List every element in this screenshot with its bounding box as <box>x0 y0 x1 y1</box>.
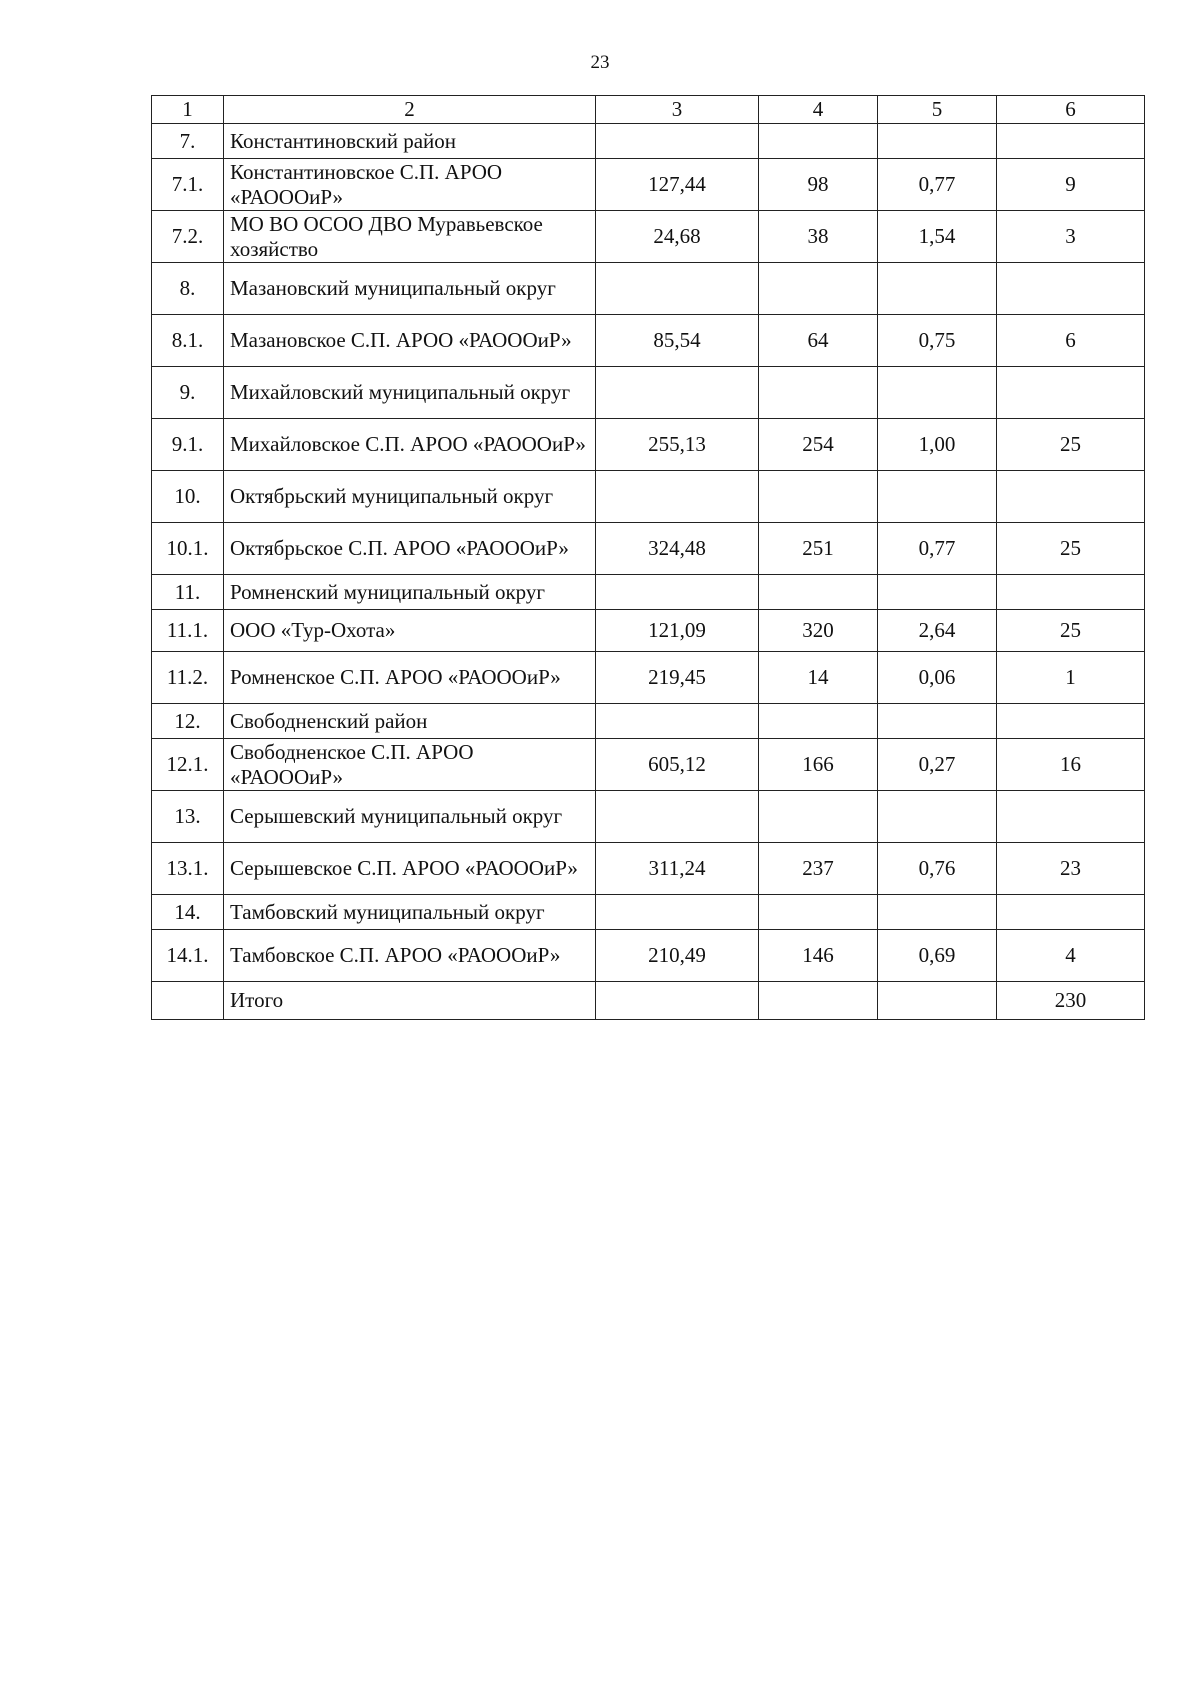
total-value: 230 <box>997 982 1145 1020</box>
cell-col5: 0,77 <box>878 523 997 575</box>
page-number: 23 <box>590 52 610 73</box>
cell-col6 <box>997 895 1145 930</box>
row-name: Тамбовское С.П. АРОО «РАОООиР» <box>224 930 596 982</box>
table-row <box>152 895 1145 930</box>
cell-col5: 2,64 <box>878 610 997 652</box>
table-body <box>152 96 1145 1020</box>
cell-col3: 24,68 <box>596 211 759 263</box>
cell-col5: 0,77 <box>878 159 997 211</box>
cell-col3: 127,44 <box>596 159 759 211</box>
cell-col5: 0,76 <box>878 843 997 895</box>
cell-col4 <box>759 263 878 315</box>
cell-col4 <box>759 471 878 523</box>
cell-col6 <box>997 263 1145 315</box>
cell-col6 <box>997 791 1145 843</box>
cell-col3 <box>596 124 759 159</box>
cell-col5 <box>878 575 997 610</box>
row-name: Ромненский муниципальный округ <box>224 575 596 610</box>
row-name: Мазановское С.П. АРОО «РАОООиР» <box>224 315 596 367</box>
column-header: 3 <box>596 96 759 124</box>
total-number-cell <box>152 982 224 1020</box>
row-name: Серышевское С.П. АРОО «РАОООиР» <box>224 843 596 895</box>
cell-col4: 14 <box>759 652 878 704</box>
cell-col5: 1,00 <box>878 419 997 471</box>
row-name: Константиновский район <box>224 124 596 159</box>
cell-col3 <box>596 895 759 930</box>
cell-col3: 311,24 <box>596 843 759 895</box>
cell-col5 <box>878 895 997 930</box>
table-row <box>152 930 1145 982</box>
table-row <box>152 575 1145 610</box>
table-row <box>152 652 1145 704</box>
cell-col6: 4 <box>997 930 1145 982</box>
cell-col3: 219,45 <box>596 652 759 704</box>
row-name: Константиновское С.П. АРОО «РАОООиР» <box>224 159 596 211</box>
row-number: 12. <box>152 704 224 739</box>
total-col4 <box>759 982 878 1020</box>
row-name: Тамбовский муниципальный округ <box>224 895 596 930</box>
cell-col5 <box>878 471 997 523</box>
row-number: 8.1. <box>152 315 224 367</box>
cell-col3: 121,09 <box>596 610 759 652</box>
total-col5 <box>878 982 997 1020</box>
cell-col3: 210,49 <box>596 930 759 982</box>
row-name: Ромненское С.П. АРОО «РАОООиР» <box>224 652 596 704</box>
row-number: 13. <box>152 791 224 843</box>
cell-col3: 255,13 <box>596 419 759 471</box>
cell-col4 <box>759 791 878 843</box>
cell-col5 <box>878 263 997 315</box>
cell-col4: 64 <box>759 315 878 367</box>
cell-col5 <box>878 367 997 419</box>
table-row <box>152 843 1145 895</box>
cell-col6: 1 <box>997 652 1145 704</box>
cell-col6 <box>997 124 1145 159</box>
cell-col6: 25 <box>997 419 1145 471</box>
cell-col6: 16 <box>997 739 1145 791</box>
cell-col4 <box>759 704 878 739</box>
cell-col3: 605,12 <box>596 739 759 791</box>
cell-col4: 146 <box>759 930 878 982</box>
row-name: Серышевский муниципальный округ <box>224 791 596 843</box>
cell-col5: 0,06 <box>878 652 997 704</box>
row-name: Михайловский муниципальный округ <box>224 367 596 419</box>
table-row <box>152 159 1145 211</box>
row-number: 11.1. <box>152 610 224 652</box>
row-number: 10. <box>152 471 224 523</box>
cell-col4 <box>759 895 878 930</box>
column-header: 4 <box>759 96 878 124</box>
cell-col4 <box>759 367 878 419</box>
cell-col6: 23 <box>997 843 1145 895</box>
cell-col4: 251 <box>759 523 878 575</box>
data-table <box>151 95 1145 1020</box>
cell-col4: 254 <box>759 419 878 471</box>
table-row <box>152 124 1145 159</box>
row-name: Свободненское С.П. АРОО «РАОООиР» <box>224 739 596 791</box>
cell-col5 <box>878 791 997 843</box>
cell-col6: 6 <box>997 315 1145 367</box>
cell-col3 <box>596 704 759 739</box>
cell-col6: 3 <box>997 211 1145 263</box>
table-header-row <box>152 96 1145 124</box>
cell-col6: 25 <box>997 523 1145 575</box>
row-number: 14.1. <box>152 930 224 982</box>
row-name: ООО «Тур-Охота» <box>224 610 596 652</box>
row-name: МО ВО ОСОО ДВО Муравьевское хозяйство <box>224 211 596 263</box>
cell-col3: 324,48 <box>596 523 759 575</box>
cell-col5 <box>878 704 997 739</box>
cell-col6: 9 <box>997 159 1145 211</box>
cell-col5 <box>878 124 997 159</box>
row-name: Октябрьское С.П. АРОО «РАОООиР» <box>224 523 596 575</box>
cell-col4 <box>759 124 878 159</box>
column-header: 6 <box>997 96 1145 124</box>
row-number: 9.1. <box>152 419 224 471</box>
row-number: 8. <box>152 263 224 315</box>
row-number: 7.1. <box>152 159 224 211</box>
column-header: 1 <box>152 96 224 124</box>
row-number: 9. <box>152 367 224 419</box>
row-number: 11. <box>152 575 224 610</box>
table-row <box>152 791 1145 843</box>
row-number: 12.1. <box>152 739 224 791</box>
row-number: 7. <box>152 124 224 159</box>
cell-col3 <box>596 471 759 523</box>
cell-col3 <box>596 263 759 315</box>
cell-col6 <box>997 575 1145 610</box>
table-row <box>152 610 1145 652</box>
row-number: 14. <box>152 895 224 930</box>
cell-col5: 0,69 <box>878 930 997 982</box>
table-row <box>152 739 1145 791</box>
cell-col6 <box>997 367 1145 419</box>
table-row <box>152 523 1145 575</box>
table-row <box>152 419 1145 471</box>
cell-col5: 1,54 <box>878 211 997 263</box>
table-row <box>152 367 1145 419</box>
column-header: 2 <box>224 96 596 124</box>
table-row <box>152 704 1145 739</box>
cell-col4: 237 <box>759 843 878 895</box>
total-col3 <box>596 982 759 1020</box>
total-row <box>152 982 1145 1020</box>
table-row <box>152 211 1145 263</box>
cell-col6: 25 <box>997 610 1145 652</box>
total-label: Итого <box>224 982 596 1020</box>
column-header: 5 <box>878 96 997 124</box>
row-name: Мазановский муниципальный округ <box>224 263 596 315</box>
cell-col5: 0,27 <box>878 739 997 791</box>
cell-col3 <box>596 367 759 419</box>
cell-col4: 98 <box>759 159 878 211</box>
row-name: Михайловское С.П. АРОО «РАОООиР» <box>224 419 596 471</box>
table-row <box>152 315 1145 367</box>
cell-col6 <box>997 471 1145 523</box>
cell-col3: 85,54 <box>596 315 759 367</box>
row-number: 13.1. <box>152 843 224 895</box>
cell-col4: 320 <box>759 610 878 652</box>
cell-col4: 38 <box>759 211 878 263</box>
cell-col6 <box>997 704 1145 739</box>
cell-col4 <box>759 575 878 610</box>
row-name: Свободненский район <box>224 704 596 739</box>
table-row <box>152 263 1145 315</box>
cell-col5: 0,75 <box>878 315 997 367</box>
row-number: 11.2. <box>152 652 224 704</box>
row-number: 7.2. <box>152 211 224 263</box>
cell-col3 <box>596 575 759 610</box>
table-row <box>152 471 1145 523</box>
cell-col3 <box>596 791 759 843</box>
row-number: 10.1. <box>152 523 224 575</box>
cell-col4: 166 <box>759 739 878 791</box>
row-name: Октябрьский муниципальный округ <box>224 471 596 523</box>
